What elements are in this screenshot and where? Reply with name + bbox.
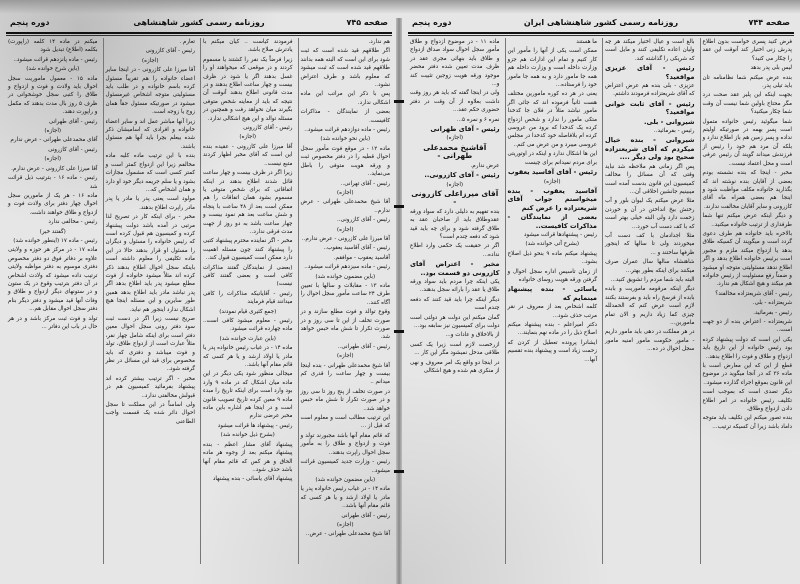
- speaker-line: آقاسید یعقوب - بنده میخواستم جواب آقای شریعتزاده را عرض کنم: [507, 186, 597, 212]
- paragraph: بنده عرض میکنم شما نظامنامه تان باید تیلی پدر.: [702, 74, 792, 90]
- header-rule: [6, 32, 392, 34]
- stage-direction: (اجازه): [336, 353, 354, 360]
- paragraph: مولود است یعنی پدر یا مادر یا پدر مادر راپرت اطلاع بدهند.: [105, 196, 195, 211]
- paragraph: فرض کنید پسری خواست بدون اطلاع پدرش زنی اختیار کند آنوقت این عقد را چکار می کنید؟: [702, 39, 792, 62]
- paragraph: زیرا فرضاً یک نفر را کشتند یا مسموم کردند و در موقعی که میخواهند او را غسل بدهند اگر یا شود در ظرف بیست و چهار ساعت اطلاع بدهند و در مدت قانونی اطلاع بدهند آنوقت آن نتیجه که باید از معاینه شخص متوفی بگیرند میان نخواهد رفت و همچنین در مسئله توالد و این هیچ اشکالی ندارد.: [203, 56, 293, 122]
- paragraph: آقا میرزا علی کازرونی - عرض ندارم.: [11, 165, 98, 172]
- paragraph: این ها اشکال ندارد و اینکه در اوتوریتی برای مردم نمیدانم برای چیست: [507, 151, 597, 166]
- stage-direction: (جمع کثیری قیام نمودند): [219, 308, 277, 315]
- paragraph: بنده با این ترتیب ماده کلیه ماده مخالفم زیرا این ازدواج کمتر است و کمتر کسی است که مشمول مجازات بشود و یا سلم جریمه دیگر خود او دارد و همان اشخاص که...: [105, 153, 195, 193]
- stage-direction: (اجازه): [446, 135, 464, 142]
- speaker-line: شیروانی - بنده خیال میکردم که آقای شریعتزاده صحیح بود ولی دیگر ....: [605, 136, 695, 162]
- header-rule: [408, 32, 794, 34]
- paragraph: رئیس - آقای آقاسید یعقوب..: [323, 245, 390, 252]
- paragraph: پس با ذکر این مراتب این ماده اشکالی ندارد.: [300, 91, 390, 106]
- paragraph: (بعضی از نمایندگان گفتند مذاکرات کافی است و بعضی گفتند کافی نیست): [203, 264, 293, 288]
- stage-direction: (اجازه): [446, 181, 464, 188]
- speaker-line: مخبر - اعتراض آقای کازرونی دو قسمت بود..: [410, 260, 500, 277]
- paragraph: دیگر تصدی است که بموجب است تکلیف رئیس خانواده در امر اطلاع دادن ازدواج وطلاق.: [702, 389, 792, 413]
- paragraph: رئیس - آقای شریعتزاده مخالفند؟: [715, 290, 792, 297]
- paragraph: رئیس - آقای کازرونی: [145, 48, 195, 55]
- paragraph: رئیس - ماده پانزدهم قرائت میشود..: [13, 56, 98, 63]
- text-column: [103, 38, 198, 564]
- speaker-line: رئیس - آقای کازرونی..: [424, 171, 500, 180]
- paragraph: ماده ۱۲ - در موقع فوت مأمور سجل احوال قطیه را در دفتر مخصوص ثبت و ورقه هویت متوفی را باطل می‌نماید..: [300, 145, 390, 178]
- paragraph: یعنی در هر ده کوره مامورین مختلف هست ثانیاً فرموده اند که جائی اگر مامور نباشد مثلاً در فلان جا کدخدا متکی مامور را ندارد و شخص ازدواج کرده یک کدخدا که برود من عروسی کرده ام بلافاصله خود کدخدا در مجلس عروسی میبرد و من عرض می کنم..: [507, 91, 597, 148]
- paragraph: آقا میرزا علی کازرونی - عقیده بنده این است که آقای مخبر اظهار کردند متبع نیست..: [203, 143, 293, 167]
- stage-direction: (بشرح ذیل خوانده شد): [220, 432, 275, 439]
- stage-direction: (اجازه): [336, 226, 354, 233]
- paragraph: عزیزی - بلی بنده هم عرض اعتراض که آقای شریعتزاده فرمودند داشتم.: [605, 83, 695, 98]
- paragraph: ماده ۱۵ - معمول ماموریت سجل احوال باید ولادت و فوت و ازدواج و طلاق را کتبی سجل خوشخوانی در ظرف ۵ روز بال مدت بدهند که مکمل و راپورت دهند.: [8, 75, 98, 116]
- paragraph: شریعتزاده - اعتراض بنده از دو جهت است..: [702, 319, 792, 334]
- paragraph: در هر مملکت در دهی باید مامور داریم - مامور حکومت مامور امنیه مامور سجل احوال در ده...: [605, 329, 695, 353]
- paragraph: شریعتزاده - بلی.: [752, 300, 792, 307]
- paragraph: مثلا اجدادمان با کف دست آب میخوردند ولی تا سالها که اینجور ظرفها ساختند و ...: [605, 232, 695, 256]
- paragraph: میکنم در ماده ۱۴ کلمه (راپورت) بکلمه (اطلاع) تبدیل شود: [8, 39, 98, 54]
- paragraph: آقا میرزا علی کازرونی - عرض ندارم..: [301, 235, 390, 242]
- paragraph: این ترتیب مطالب است و معلوم است که قبل از ...: [300, 415, 390, 430]
- paragraph: یکی اینکه چرا مردم باید سواد ورقه طلاق یا عقد را بارائه سجل بدهند..: [410, 278, 500, 294]
- paragraph: ولی در اینجا گفته که باید هر روز وقت داشت بعلاوه از آن وقت در دفتر حضوری حکم عقد...: [410, 90, 500, 114]
- paragraph: زیرا اگر در ظرف بیست و چهار ساعت قائل شدند اطلاع بدهند در اینکه اتفاقاتی که برای شخص متوفی یا مسموم بشود همان اتفاقات را هم ممکن است بعد از ۴۸ ساعت با پنجاه و شش ساعت بعد هم نمود بیست و چهار ساعت باشد به دو روز از جهت مدت فرقی ندارد..: [203, 170, 293, 235]
- stage-direction: (باین مضمون خوانده شد): [315, 273, 376, 280]
- paragraph: که قائم مقام آنها باشد مجبورند تولد و فوت و ازدواج و طلاق را به مأمور سجل احوال راپرت بدهند..: [300, 432, 390, 456]
- paragraph: ممکن است یکی از آنها را مأمور این کار کنیم و تمام این ادارات هم جزو وزارت داخله است و وزارت داخله هم همه جا مامور دارد و به همه جا مامور خود را فرستاده...: [507, 48, 597, 89]
- right-page: [402, 0, 800, 584]
- paragraph: دکتر امیراعلم - بنده پیشنهاد میکنم اصلاح ذیل را در ماده نهم بنمایند...: [507, 322, 597, 337]
- paragraph: اگر طلاقهم قید شده است که ثبت شود برای این است که البته همه بدانند طلاقهم قید شده است که ثبت میشود که معلوم باشد و طرف اعتراض نشود..: [300, 48, 390, 89]
- right-page-title: روزنامه رسمی کشور شاهنشاهی ایران: [523, 18, 679, 27]
- paragraph: ماده ۱۴ - در غیاب رئیس خانواده پدر یا مادر یا اولاد ارشد و یا هر کسی که قائم مقام آنها باشد..: [203, 345, 293, 369]
- stage-direction: (اجازه): [141, 57, 159, 64]
- paragraph: رئیس - آقای تهرانی..: [340, 180, 390, 187]
- left-page-title: روزنامه رسمی کشور شاهنشاهی: [133, 18, 265, 27]
- paragraph: ما هستند: [576, 39, 597, 45]
- text-column: [6, 38, 100, 564]
- paragraph: پیشنهاد میکنم ماده ۹ بنحو ذیل اصلاح بشود..: [507, 250, 597, 266]
- stage-direction: (اجازه): [543, 178, 561, 185]
- paragraph: عرض ندارم.: [470, 162, 500, 169]
- paragraph: دیگر اینکه چرا باید قید کنند که دفعه چندم است: [410, 296, 500, 312]
- paragraph: از بالاخلاق و عادات و...: [445, 332, 500, 339]
- paragraph: دیگر اینکه مرقومه ماموریت و بابده بابده از فرسخ راه باید و بفرستند بکنند لازم است عرض کنم که الحمدلله چیزی کما زیاد داریم و الان تمام مامورین...: [605, 286, 695, 326]
- paragraph: میجالی منظور شود یکی دیگر در این ماده میان اشکال که در ماده ۹ وارد بود وارد است برای اینکه تاریخ را مبدء ماده ۹ معین کرده تاریخ تصویب قانون است و در اینجا هم اشاره باین ماده مخبر عرضی ندارم: [203, 371, 293, 420]
- paragraph: ماده ۱۷ - در مرکز هر حوزه و ولایتی علاوه بر دفاتر فوق دو دفتر مخصوص دفتری موسوم به دفتر مواظبه ولایتی ترتیب داده میشود که ولادت اشخاص در آن دفتر بترتیب وقوع در یک ستون و در ستونهای دیگر ازدواج و طلاق و وفات آنها قید میشود و دفتر دیگر بنام دفتر سجل احوال مقابل هم...: [8, 247, 98, 313]
- paragraph: رئیس - مخالفی ندارد: [48, 219, 98, 226]
- paragraph: بنده تصور میکنم این تکلیف باید متوجه داماد باشد زیرا آن کسیکه ترتیب...: [702, 415, 792, 430]
- paragraph: یکی این است که دولت پیشنهاد کرده بود رئیس خانواده از این تاریخ باید ازدواج و طلاق و فوت را اطلاع بدهد..: [702, 336, 792, 360]
- left-page-number: صفحه ۷۴۵: [346, 18, 388, 27]
- stage-direction: (گفتند خیر): [39, 228, 66, 235]
- speaker-heading: آقاشیخ محمدعلی طهرانی -: [423, 142, 487, 161]
- stage-direction: (اجازه): [336, 189, 354, 196]
- paragraph: رئیس - بفرمائید.: [753, 309, 792, 316]
- paragraph: مثلا عرض میکنم یک لیوان بلور و آب رختش بیخ انداختن در آن و خوردن زحمت دارد ولی البته خیلی بهتر است که با کف دست آب خورد...: [605, 198, 695, 230]
- left-page-term: دوره پنجم: [10, 18, 50, 27]
- right-page-term: دوره پنجم: [412, 18, 452, 27]
- text-column: [700, 38, 795, 564]
- paragraph: رئیس - ماده ۱۷ (اینطور خوانده شد): [13, 237, 98, 244]
- paragraph: بالغ است و عیال اختیار میکند هر چه ولیان اعاده نکلیفی کنند و مایل است که شریکی را گذاشته کند.: [605, 39, 695, 62]
- paragraph: ماده ۱۴ - در غیاب رئیس خانواده پدر یا مادر یا اولاد ارشد و یا هر کسی که قائم مقام آنها باشد..: [300, 486, 391, 510]
- stage-direction: (اجازه): [239, 134, 257, 141]
- paragraph: هم ندارد.: [368, 39, 390, 45]
- paragraph: شاهنشاه سالها سال عمران صرف میکنند برای اینکه بطور بهتر...: [605, 259, 695, 274]
- header-rule-thin: [6, 35, 392, 36]
- paragraph: رئیس - بفرمائید..: [653, 128, 695, 135]
- stage-direction: (اجازه): [44, 156, 62, 163]
- paragraph: بجهت اینکه این پلیر عقد صحت درد مگر محتاج باولین شما نیست آن وقت شما چکار میکنید؟: [702, 92, 792, 116]
- paragraph: رئیس - آقای کازرونی: [243, 125, 293, 132]
- paragraph: ماده ۱۱ - در موضوع ازدواج و طلاق مأمور سجل احوال سواد صداق ازدواج و طلاق باید بنهائی مجری عقد در ظرف مدت تعیین شده دفتر محضر موجود ورقه هویت زوجین تثبیت کند و...: [410, 39, 500, 88]
- paragraph: اگر در حقیقت یک حکمی وارد اطلاع نداده...: [410, 243, 500, 258]
- paragraph: رئیس - وزارت جدید کمیسیون قرائت میشود..: [300, 459, 390, 474]
- paragraph: شما میگوئید رئیس خانواده متمول است پسر بهمه در صورتیکه اولیتم نداده و پسر زمین هم باز اطلاع ندارد و بلکه آن مرد هم خود را رئیس از فرزندش میداند گویند آن رئیس عرفی است و محل اعتماد نیست..: [702, 118, 792, 167]
- paragraph: پیشنهاد آقای یاسائی - بنده پیشنهاد: [212, 476, 293, 483]
- paragraph: رئیس - پیشنهاد ها قرائت میشود: [217, 422, 293, 429]
- paragraph: بعضی از نمایندگان - مذاکرات کافیست.: [300, 109, 390, 124]
- speaker-heading: آقای میرزاعلی کازرونی -: [411, 188, 499, 207]
- stage-direction: (باین شرح خوانده شد): [26, 66, 80, 73]
- speaker-line: رئیس - آقای طهرانی: [430, 125, 500, 134]
- speaker-line: رئیس - آقای آقاسید یعقوب: [507, 168, 597, 177]
- paragraph: پس اگر زمانی هم ملاحظه شد نباید وقتی که آن مسائل را مخالف کمیسیون این قانون بدست آمده است میبینیم جانشین اخلاقی آن...: [605, 163, 695, 195]
- paragraph: قطع از این که این معارض است با ماده ۳۶ که در آنجا میگوید در موضوع این قانون بموقع اجراء گذارده میشود..: [702, 363, 792, 386]
- paragraph: رئیس - آقای طهرانی: [48, 118, 98, 125]
- paragraph: رئیس - آقای طهرانی: [341, 512, 390, 519]
- text-column: [505, 38, 600, 564]
- left-page: [0, 0, 398, 584]
- paragraph: فرمودند کیاست .. کیان میکنم با یادترش صلاح باشد.: [203, 39, 293, 54]
- paragraph: رئیس - ماده دوازدهم قرائت میشود..: [304, 127, 390, 134]
- paragraph: صریح نیست زیرا اگر در دست ثبت سود دفتر رونی سجل احوال معین دفتر است برای اینکه شامل چهار نفر، مثلاً عبارت است از ازدواج طلاق، تولد و فوت میباشد و دفتری که باید مخصوص برای قید این مسائل در نظر گرفته شود..: [105, 316, 195, 373]
- paragraph: ولی اساساً در این مملکت تا سجل احوال دائر شده یک قسمت واجب الطاعنی: [105, 402, 195, 425]
- text-column: [298, 38, 393, 564]
- paragraph: آقا شیخ محمدعلی طهرانی - بنده اینجا بیست و چهار ساعت را قدری کم میدانم ..: [300, 362, 390, 386]
- paragraph: مخبر - اگر ترتیب بیشتر کرده اند پیشنهاد بفرمائید کمیسیون هم در قبولش مخالفتی ندارد..: [105, 375, 195, 399]
- paragraph: مخبر - اینجا که بنده نشسته بودم بعضی از آقایان بنده نوشته اند که بگذارید خانواده مکلف مواظبت شود و اینجا هم بعضی همراه ماه آقای کازرونی و سایر آقایان مخالفت ندارند.: [702, 170, 792, 210]
- paragraph: ماده ۱۶ - هر یک از مامورین سجل احوال چهار دفتر برای ولادت فوت و ازدواج و طلاق خواهند داشت.: [8, 192, 98, 216]
- paragraph: کلمه اشخاص بعد از معروف در نقر مرتب حذف شود...: [507, 304, 597, 319]
- paragraph: رئیس - آقایانیکه مذاکرات را کافی میدانند قیام فرمایند: [203, 290, 293, 306]
- stage-direction: (اجازه): [44, 128, 62, 135]
- paragraph: از زمان تاسیس اداره سجل احوال و گرفتن ورقه هویت روسای خانواده: [507, 268, 597, 283]
- paragraph: پیشنهاد آقای مشار اعظم - بنده پیشنهاد میکنم بعد از وجوه هر ماده الحاق و هر کس که قائم مقام آنها باشد حذف شود..: [203, 441, 293, 473]
- stage-direction: (بشرح آتی خوانده شد): [525, 241, 580, 248]
- paragraph: ماده ۱۳ - مقابلات و سالها با تعیین طرف ۲۴ ساعت مأمور سجل احوال را آگاه کنند..: [300, 282, 390, 306]
- paragraph: رئیس - آقای کازرونی..: [337, 217, 390, 224]
- stage-direction: (اجازه): [336, 521, 354, 528]
- paragraph: البته باید شما مردم را تشویق کنید...: [610, 276, 695, 283]
- header-rule-thin: [408, 35, 794, 36]
- paragraph: وقوع توالد و فوت مطلع سازند و در صورت تخلف از این تا سی روز و در صورت تکرار تا شش ماه حبس خواهد شد.: [300, 309, 390, 341]
- text-column: [602, 38, 697, 564]
- stage-direction: (باین عبارت خوانده شد): [219, 335, 276, 342]
- paragraph: رئیس - آقای کازرونی: [48, 146, 98, 153]
- paragraph: در صورت تخلف از پنج روز تا سی روز و در صورت تکرار تا شش ماه حبس خواهد شد..: [300, 388, 390, 412]
- right-page-columns: [408, 38, 794, 564]
- paragraph: رئیس - معلوم میشود کافی است.. ماده چهارده قرائت میشود.: [203, 318, 293, 333]
- paragraph: لیس بلی پدر بدهد: [750, 65, 792, 72]
- paragraph: رئیس - آقای طهرانی..: [337, 343, 390, 350]
- text-column: [408, 38, 502, 564]
- paragraph: آقا میرزا علی کازرونی - در اینجا سایر اعضاء خانواده را هم تقریباً مسئول کرده باسم خانواده و در طلب باید مسئولیتی متوجه اشخاص غیرمسئول میشود در صورتیکه مسئول حقاً همان زوج یا زوجه است.: [105, 67, 195, 116]
- paragraph: مخبر - اگر نماینده محترم پیشنهاد کتبی را پیشنهاد کنند چون مسئله اهمیت دارد ممکن است کمیسیون قبول کند..: [203, 238, 293, 262]
- paragraph: نمره ۶ و نمره ۵...: [456, 116, 500, 123]
- paragraph: ایشانرا پرونده تعطیل از کردن که زحمت زیاد است و پیشنهاد بنده تقسیم آنها...: [507, 339, 597, 363]
- paragraph: مخبر - برای اینکه کار در تصریح لذا مرتبی در آمده باشد دولت پیشنهاد کرده و کمیسیون هم قبول کرده است که رئیس خانواده را مسئول و دیگران را مسئول او قرار بدهند حالا در این ماده تکلیفی را معلوم داشته است باینکه سجل احوال اطلاع بدهند ذکر کرده اند مثلاً میشود خانواده از فوت مطلع میشود پدر باید اطلاع بدهد اگر پدر نباشد مادر باید اطلاع بدهد همین طور سایرین و این مسئله اینجا هیچ اشکال ندارد اینجور هم نباید.: [105, 214, 195, 313]
- speaker-line: شیروانی - بلی.: [644, 117, 695, 126]
- paragraph: ازرخصت لازم است زیرا یک کسی طلاقی مدخل نمیشود مگر این کار ...: [410, 341, 500, 357]
- text-column: [200, 38, 295, 564]
- paragraph: آقا شیخ محمدعلی طهرانی - عرض..: [305, 531, 390, 538]
- paragraph: تولد و فوت ثبت مرکز باشد و در هر حال در باب این دفاتر ...: [8, 315, 98, 330]
- speaker-line: بعضی از نمایندگان - مذاکرات کافیست..: [507, 213, 597, 230]
- paragraph: تعارم .: [179, 39, 195, 45]
- speaker-line: رئیس - آقای عزیزی مواقعید؟: [605, 64, 695, 81]
- stage-direction: (باین مضمون خوانده شد): [315, 476, 376, 483]
- stage-direction: (باین نحو خوانده شد): [320, 136, 371, 143]
- paragraph: زیرا آنها مباشر عمل اند و سایر اعضاء خانواده و افرادی که اسامیشان ذکر شده بیعلم بچرا باید آنها هم مسئول باشند.: [105, 118, 195, 150]
- paragraph: رئیس - ماده سیزدهم قرائت میشود..: [304, 264, 390, 271]
- paragraph: رئیس - پیشنهادها قرائت میشود: [524, 231, 597, 238]
- paragraph: آقای محمدعلی طهرانی - عرض ندارم: [10, 137, 98, 144]
- paragraph: آقاسید یعقوب - موافقم.: [333, 254, 390, 261]
- paragraph: رئیس - ماده ۱۶ - بترتیب ذیل قرائت شد: [8, 175, 98, 190]
- paragraph: و دیگر اینکه عرض میکنم تنها شما طرفداری از ترتیب خانواده میکنید..: [702, 213, 792, 228]
- paragraph: بنده تفهیم به دلیلی دارد که سواد ورقه عقدوطلاق باید از صاحبان عقد به طلاق گرفته شود و برای چه باید قید شود که دفعه چندم است؟: [410, 208, 500, 240]
- paragraph: بالاخره باید خانواده هم طرف دعوی گردد است و میگویند آن کسیکه طلاق بدهد یا ازدواج میکند ملزم و مجبور است برئیس خانواده اطلاع بدهد و اگر اطلاع ندهد مسئولیتی متوجه او میشود و ضمناً رفع مسئولیت از رئیس خانواده هم میکند و هیچ اشکال هم ندارد.: [702, 230, 792, 288]
- paragraph: گمان میکنم این دولت هر دولتی است دولت برای کمیسیون نیز سابقه بود...: [410, 314, 500, 329]
- paragraph: آقا شیخ محمدعلی طهرانی - عرض ندارم..: [300, 199, 390, 214]
- left-page-columns: [6, 38, 392, 564]
- right-page-number: صفحه ۷۴۴: [748, 18, 790, 27]
- paragraph: در اینجا دو واقع یک امر معروف و نهی از منکری هم شده و هیچ اشکالی: [410, 359, 500, 375]
- speaker-line: یاسائی - بنده پیشنهاد مینمایم که: [507, 285, 597, 302]
- speaker-line: رئیس - آقای ثابت خوانی مواقعید؟: [605, 99, 695, 117]
